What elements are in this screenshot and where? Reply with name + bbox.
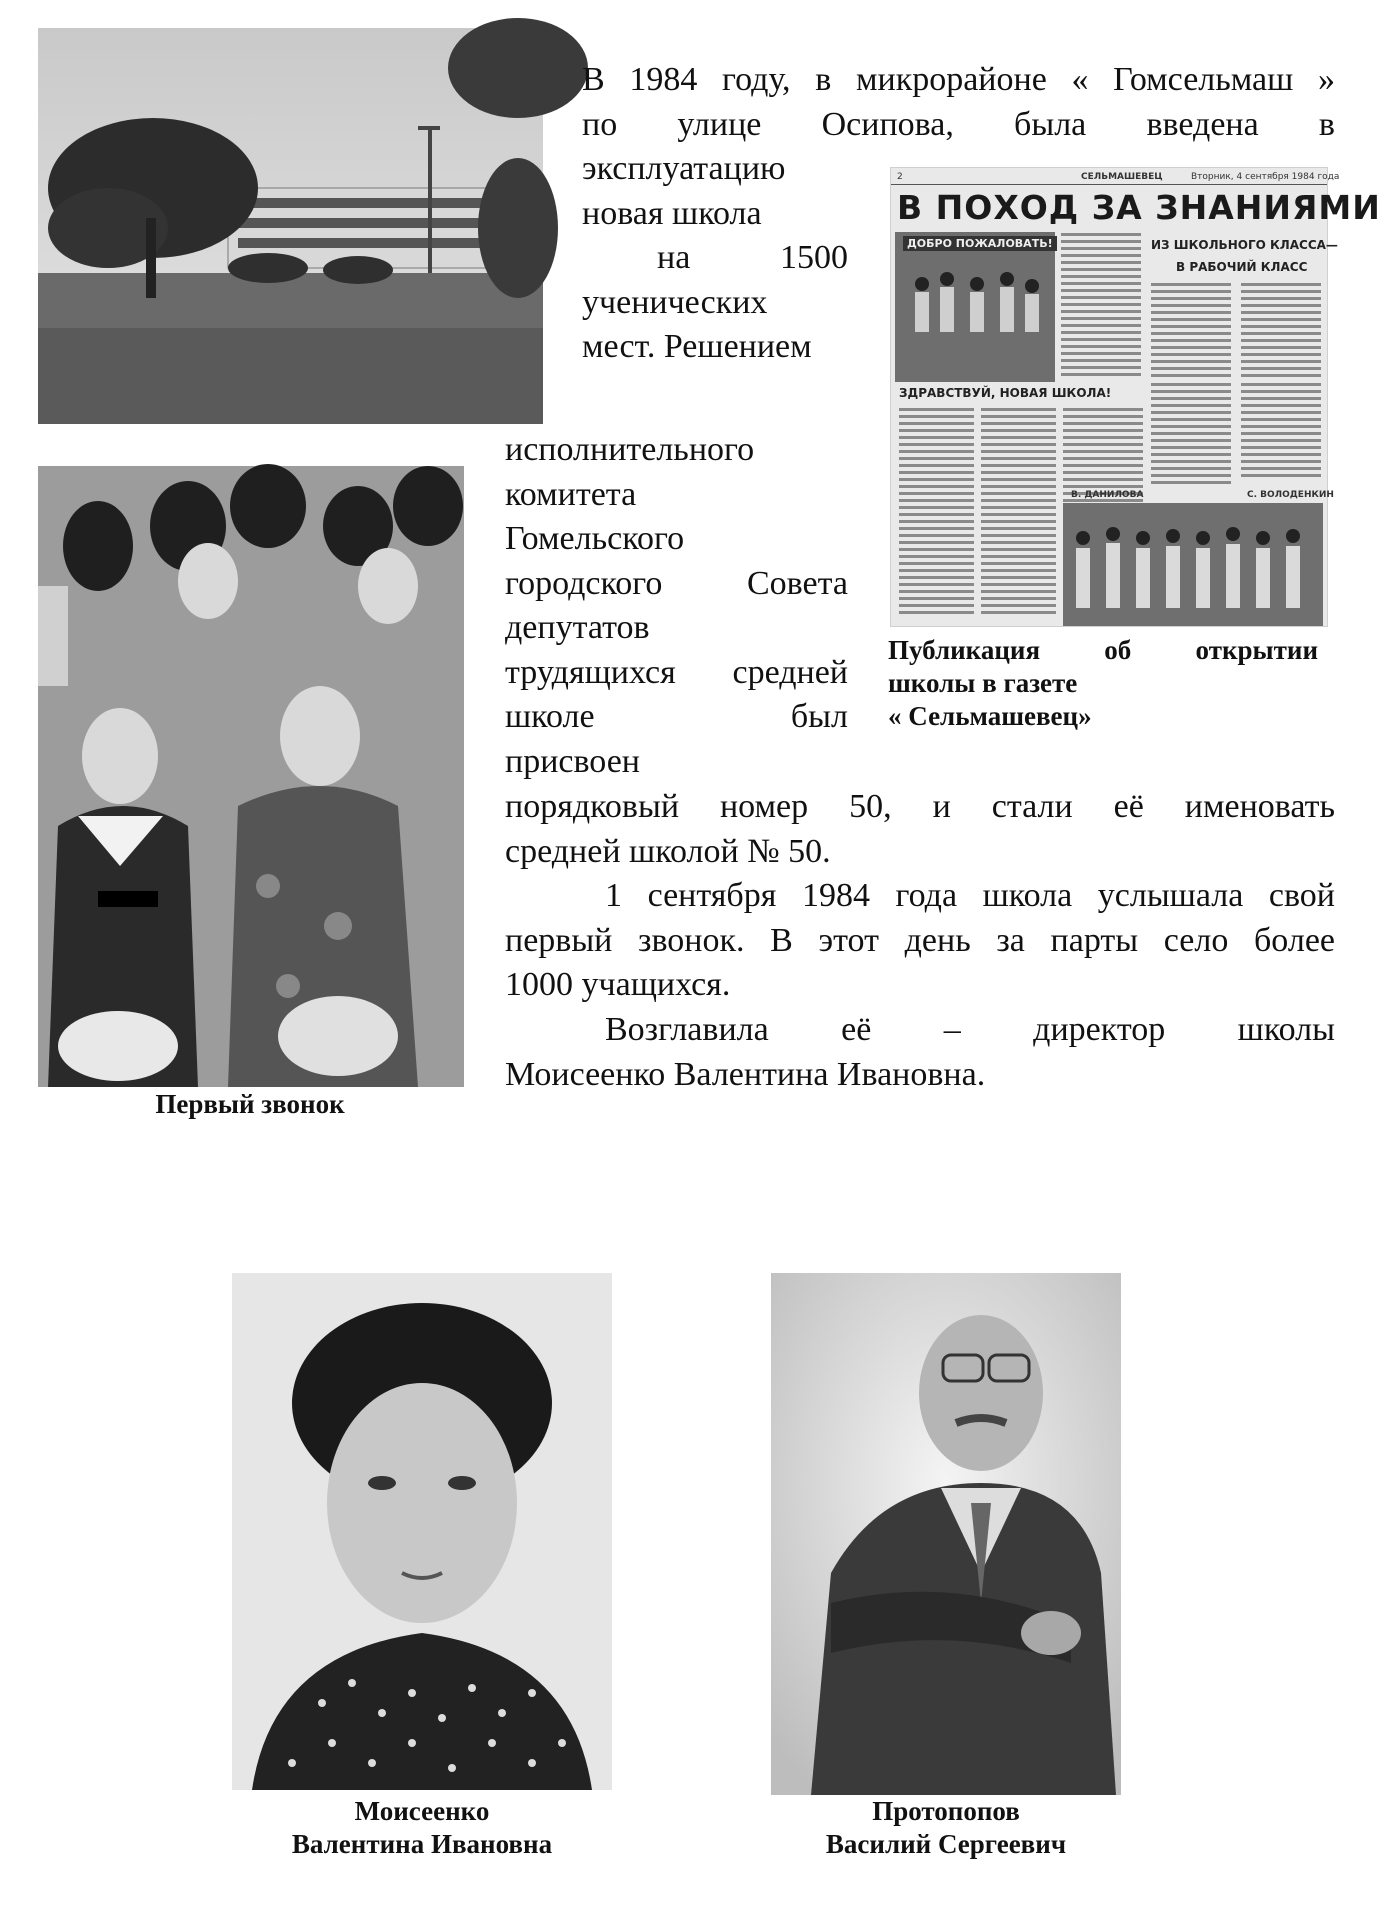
- portrait-moiseenko: [232, 1273, 612, 1790]
- paragraph-director: [505, 1008, 1335, 1097]
- first-bell-caption-text: Первый звонок: [155, 1089, 345, 1119]
- newspaper-text-columns: [891, 168, 1327, 626]
- p3-line-2: Моисеенко Валентина Ивановна.: [505, 1055, 986, 1093]
- portrait-1-caption: [232, 1795, 612, 1861]
- intro-text-top: [582, 58, 1335, 147]
- intro-line-6: ученических: [582, 283, 768, 321]
- intro-line-1: В 1984 году, в микрорайоне « Гомсельмаш »: [582, 61, 1335, 98]
- intro-line-7: мест. Решением: [582, 328, 812, 365]
- intro-text-middle: [505, 428, 848, 784]
- newspaper-signature-1: В. ДАНИЛОВА: [1071, 490, 1144, 500]
- portrait-2-name: Василий Сергеевич: [825, 1829, 1067, 1859]
- intro-line-10: Гомельского: [505, 520, 685, 557]
- intro-line-3: эксплуатацию: [582, 150, 786, 187]
- intro-line-12: депутатов: [505, 609, 650, 646]
- newspaper-caption-line-1: Публикация об открытии: [888, 635, 1318, 665]
- newspaper-date: Вторник, 4 сентября 1984 года: [1191, 172, 1340, 182]
- newspaper-page-number: 2: [897, 172, 903, 182]
- p2-line-2: первый звонок. В этот день за парты село более: [505, 921, 1335, 959]
- intro-line-9: комитета: [505, 475, 637, 513]
- intro-text-bottom: [505, 785, 1335, 874]
- newspaper-caption: [888, 634, 1318, 733]
- first-bell-caption: [100, 1088, 400, 1121]
- p2-line-3: 1000 учащихся.: [505, 966, 731, 1003]
- newspaper-signature-2: С. ВОЛОДЕНКИН: [1247, 490, 1334, 500]
- newspaper-subhead-1: ИЗ ШКОЛЬНОГО КЛАССА—: [1151, 238, 1338, 252]
- newspaper-banner: ДОБРО ПОЖАЛОВАТЬ!: [903, 236, 1057, 251]
- intro-line-14: школе был: [505, 698, 848, 735]
- intro-text-narrow: [582, 147, 848, 370]
- newspaper-photo-caption: ЗДРАВСТВУЙ, НОВАЯ ШКОЛА!: [899, 386, 1112, 400]
- newspaper-headline: В ПОХОД ЗА ЗНАНИЯМИ: [897, 188, 1381, 227]
- p2-line-1: 1 сентября 1984 года школа услышала свой: [605, 877, 1335, 914]
- portrait-1-name: Валентина Ивановна: [291, 1829, 553, 1859]
- portrait-2-surname: Протопопов: [872, 1796, 1020, 1826]
- intro-line-11: городского Совета: [505, 564, 848, 602]
- p3-line-1: Возглавила её – директор школы: [605, 1011, 1335, 1048]
- intro-line-8: исполнительного: [505, 431, 755, 468]
- intro-line-5: на 1500: [657, 239, 848, 276]
- newspaper-caption-line-3: « Сельмашевец»: [888, 701, 1092, 731]
- intro-line-16: порядковый номер 50, и стали её именовать: [505, 788, 1335, 825]
- newspaper-masthead: СЕЛЬМАШЕВЕЦ: [1081, 172, 1163, 182]
- intro-line-13: трудящихся средней: [505, 653, 848, 691]
- first-bell-photo: [38, 466, 464, 1087]
- school-building-photo: [38, 28, 543, 424]
- intro-line-15: присвоен: [505, 742, 641, 780]
- portrait-protopopov: [771, 1273, 1121, 1795]
- newspaper-clipping: [890, 167, 1381, 627]
- newspaper-subhead-2: В РАБОЧИЙ КЛАСС: [1176, 260, 1308, 274]
- intro-line-17: средней школой № 50.: [505, 832, 831, 870]
- paragraph-first-bell: [505, 874, 1335, 1008]
- newspaper-caption-line-2: школы в газете: [888, 668, 1078, 698]
- portrait-1-surname: Моисеенко: [354, 1796, 490, 1826]
- intro-line-4: новая школа: [582, 194, 762, 232]
- portrait-2-caption: [746, 1795, 1146, 1861]
- intro-line-2: по улице Осипова, была введена в: [582, 105, 1335, 143]
